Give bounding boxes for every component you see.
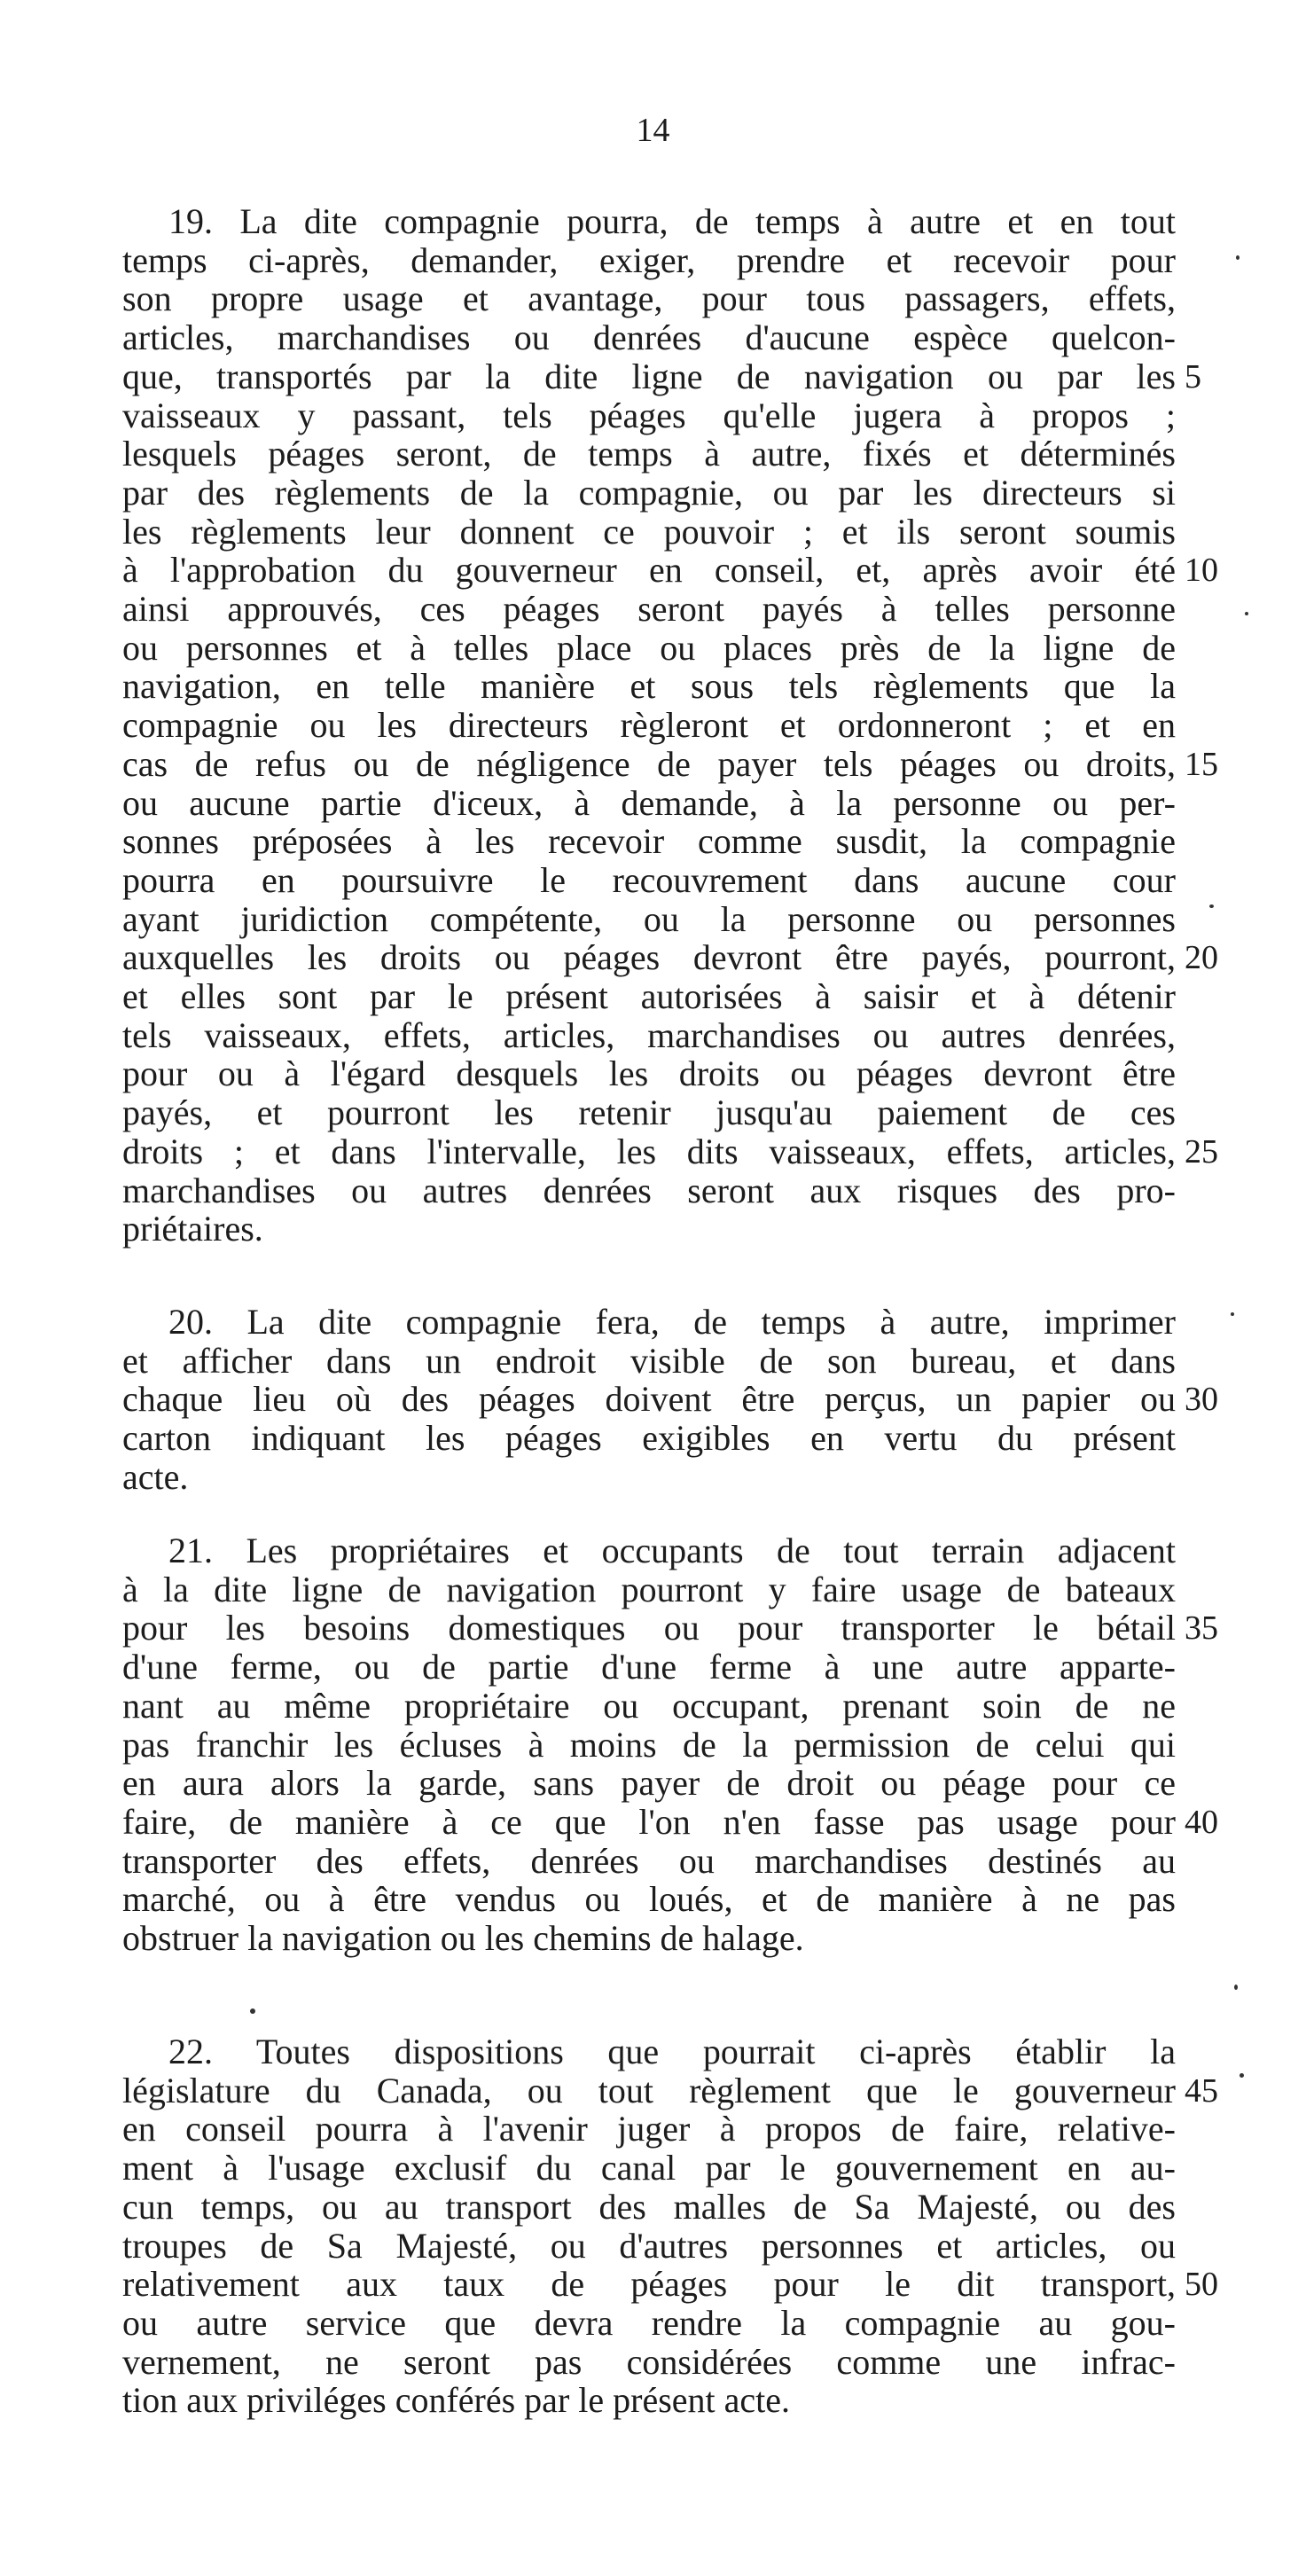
- text-line: 21. Les propriétaires et occupants de tout terrain adjacent: [168, 1531, 1176, 1570]
- scan-speck: [1234, 1985, 1238, 1990]
- text-line: à la dite ligne de navigation pourront y faire usage de bateaux: [122, 1569, 1176, 1609]
- page-number: 14: [636, 112, 670, 149]
- text-line: législature du Canada, ou tout règlement que le gouverneur: [122, 2070, 1176, 2110]
- text-line: vaisseaux y passant, tels péages qu'elle jugera à propos ;: [122, 395, 1176, 435]
- text-line: en conseil pourra à l'avenir juger à propos de faire, relative-: [122, 2109, 1176, 2149]
- text-line: temps ci-après, demander, exiger, prendre et recevoir pour: [122, 239, 1176, 280]
- margin-line-number: 50: [1185, 2266, 1218, 2304]
- scan-speck: [1245, 612, 1248, 615]
- text-line: tion aux priviléges conférés par le présent acte.: [122, 2380, 791, 2421]
- text-line: son propre usage et avantage, pour tous passagers, effets,: [122, 278, 1176, 319]
- text-line: transporter des effets, denrées ou marchandises destinés au: [122, 1840, 1176, 1881]
- text-line: les règlements leur donnent ce pouvoir ; et ils seront soumis: [122, 511, 1176, 552]
- margin-line-number: 35: [1185, 1609, 1218, 1648]
- text-line: pour les besoins domestiques ou pour transporter le bétail: [122, 1608, 1176, 1648]
- margin-line-number: 30: [1185, 1381, 1218, 1419]
- text-line: relativement aux taux de péages pour le dit transport,: [122, 2264, 1176, 2305]
- scan-speck: [1209, 904, 1214, 908]
- text-line: lesquels péages seront, de temps à autre, fixés et déterminés: [122, 434, 1176, 474]
- text-line: chaque lieu où des péages doivent être perçus, un papier ou: [122, 1379, 1176, 1420]
- text-line: troupes de Sa Majesté, ou d'autres personnes et articles, ou: [122, 2225, 1176, 2266]
- text-line: 22. Toutes dispositions que pourrait ci-après établir la: [168, 2032, 1176, 2071]
- text-line: 20. La dite compagnie fera, de temps à autre, imprimer: [168, 1302, 1176, 1342]
- scan-speck: [1236, 255, 1240, 260]
- text-line: ainsi approuvés, ces péages seront payés à telles personne: [122, 589, 1176, 629]
- text-line: droits ; et dans l'intervalle, les dits vaisseaux, effets, articles,: [122, 1131, 1176, 1171]
- scan-speck: [1231, 1312, 1234, 1316]
- text-line: marchandises ou autres denrées seront aux risques des pro-: [122, 1170, 1176, 1210]
- text-line: cun temps, ou au transport des malles de Sa Majesté, ou des: [122, 2186, 1176, 2227]
- text-line: faire, de manière à ce que l'on n'en fasse pas usage pour: [122, 1801, 1176, 1842]
- text-line: ment à l'usage exclusif du canal par le gouvernement en au-: [122, 2148, 1176, 2188]
- text-line: et elles sont par le présent autorisées à saisir et à détenir: [122, 976, 1176, 1016]
- text-line: payés, et pourront les retenir jusqu'au paiement de ces: [122, 1092, 1176, 1133]
- text-line: acte.: [122, 1456, 189, 1497]
- text-line: en aura alors la garde, sans payer de droit ou péage pour ce: [122, 1763, 1176, 1804]
- text-line: pourra en poursuivre le recouvrement dans aucune cour: [122, 859, 1176, 900]
- text-line: ou personnes et à telles place ou places près de la ligne de: [122, 627, 1176, 668]
- text-line: ou aucune partie d'iceux, à demande, à la personne ou per-: [122, 782, 1176, 823]
- text-line: pour ou à l'égard desquels les droits ou péages devront être: [122, 1053, 1176, 1094]
- margin-line-number: 15: [1185, 745, 1218, 783]
- text-line: priétaires.: [122, 1209, 263, 1249]
- margin-line-number: 45: [1185, 2071, 1218, 2110]
- margin-line-number: 5: [1185, 357, 1201, 395]
- text-line: et afficher dans un endroit visible de son bureau, et dans: [122, 1340, 1176, 1381]
- text-line: cas de refus ou de négligence de payer tels péages ou droits,: [122, 743, 1176, 784]
- text-line: auxquelles les droits ou péages devront être payés, pourront,: [122, 937, 1176, 978]
- text-line: marché, ou à être vendus ou loués, et de manière à ne pas: [122, 1879, 1176, 1920]
- text-line: tels vaisseaux, effets, articles, marchandises ou autres denrées,: [122, 1014, 1176, 1055]
- margin-line-number: 10: [1185, 552, 1218, 590]
- text-line: à l'approbation du gouverneur en conseil, et, après avoir été: [122, 550, 1176, 591]
- margin-line-number: 20: [1185, 939, 1218, 977]
- text-line: articles, marchandises ou denrées d'aucune espèce quelcon-: [122, 317, 1176, 358]
- margin-line-number: 40: [1185, 1803, 1218, 1841]
- text-line: compagnie ou les directeurs règleront et ordonneront ; et en: [122, 705, 1176, 746]
- text-line: pas franchir les écluses à moins de la permission de celui qui: [122, 1724, 1176, 1765]
- margin-line-number: 25: [1185, 1132, 1218, 1171]
- scan-speck: [1240, 2073, 1244, 2078]
- text-line: que, transportés par la dite ligne de navigation ou par les: [122, 356, 1176, 396]
- text-line: nant au même propriétaire ou occupant, prenant soin de ne: [122, 1685, 1176, 1726]
- scan-speck: [250, 2008, 255, 2014]
- text-line: sonnes préposées à les recevoir comme susdit, la compagnie: [122, 821, 1176, 862]
- text-line: carton indiquant les péages exigibles en vertu du présent: [122, 1418, 1176, 1459]
- text-line: 19. La dite compagnie pourra, de temps à autre et en tout: [168, 201, 1176, 241]
- text-line: ayant juridiction compétente, ou la personne ou personnes: [122, 898, 1176, 939]
- text-line: navigation, en telle manière et sous tels règlements que la: [122, 666, 1176, 707]
- text-line: obstruer la navigation ou les chemins de halage.: [122, 1918, 804, 1958]
- text-line: ou autre service que devra rendre la compagnie au gou-: [122, 2302, 1176, 2343]
- text-line: d'une ferme, ou de partie d'une ferme à une autre apparte-: [122, 1647, 1176, 1687]
- text-line: vernement, ne seront pas considérées comme une infrac-: [122, 2341, 1176, 2382]
- text-line: par des règlements de la compagnie, ou par les directeurs si: [122, 472, 1176, 513]
